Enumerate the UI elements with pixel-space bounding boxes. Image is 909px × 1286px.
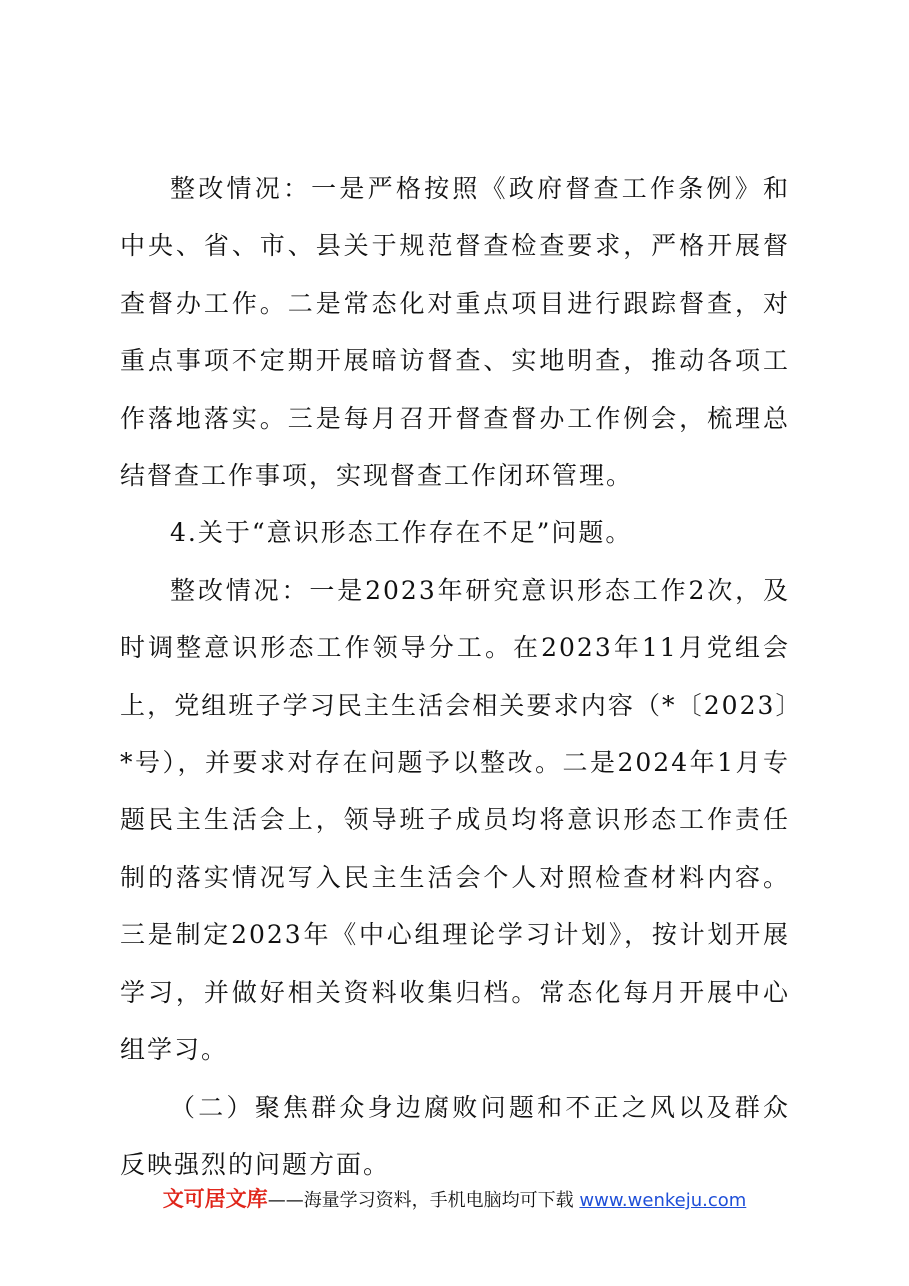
footer-brand: 文可居文库 — [162, 1187, 268, 1211]
paragraph-ideology-heading: 4.关于“意识形态工作存在不足”问题。 — [170, 518, 633, 548]
footer-tagline: ——海量学习资料，手机电脑均可下载 — [267, 1190, 574, 1211]
paragraph-ideology-rectification: 整改情况：一是2023年研究意识形态工作2次，及时调整意识形态工作领导分工。在2023年11月党组会上，党组班子学习民主生活会相关要求内容（*〔2023〕*号），并要求对存在问题予以整改。二是2024年1月专题民主生活会上，领导班子成员均将意识形态工作责任制的落实情况写入民主生活会个人对照检查材料内容。三是制定2023年《中心组理论学习计划》，按计划开展学习，并做好相关资料收集归档。常态化每月开展中心组学习。 — [120, 575, 790, 1065]
document-body — [120, 160, 790, 1193]
paragraph-section-two-heading: （二）聚焦群众身边腐败问题和不正之风以及群众反映强烈的问题方面。 — [120, 1092, 790, 1179]
footer-banner — [0, 1183, 909, 1213]
footer-site-link[interactable]: www.wenkeju.com — [579, 1190, 747, 1211]
paragraph-supervision-rectification: 整改情况：一是严格按照《政府督查工作条例》和中央、省、市、县关于规范督查检查要求，严格开展督查督办工作。二是常态化对重点项目进行跟踪督查，对重点事项不定期开展暗访督查、实地明查，推动各项工作落地落实。三是每月召开督查督办工作例会，梳理总结督查工作事项，实现督查工作闭环管理。 — [120, 174, 790, 491]
